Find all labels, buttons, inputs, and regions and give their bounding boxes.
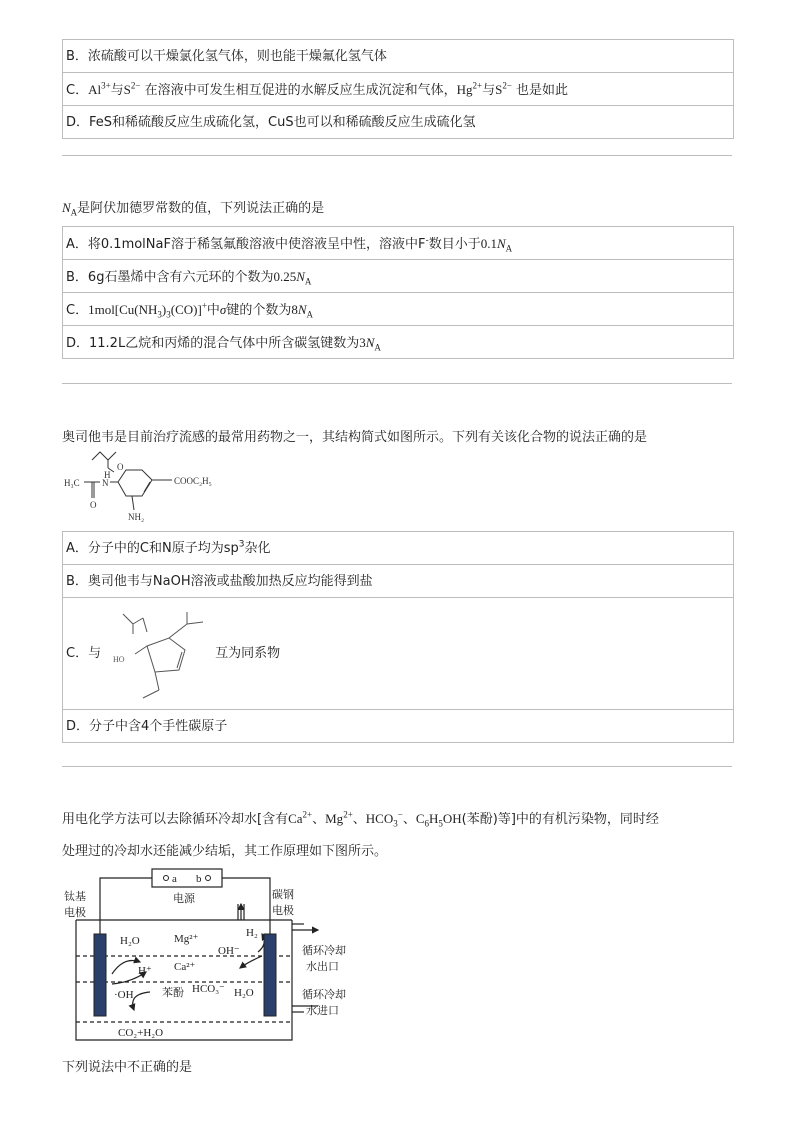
q1-option-d[interactable]: D．FeS和稀硫酸反应生成硫化氢，CuS也可以和稀硫酸反应生成硫化氢 xyxy=(63,106,733,139)
outlet-label-1: 循环冷却 xyxy=(302,945,346,957)
q2-option-c[interactable]: C．$1mol[Cu(NH_3)_3(CO)]^+$中σ键的个数为$8N_A$ xyxy=(63,293,733,326)
q4-question: 下列说法中不正确的是 xyxy=(62,1060,193,1075)
oh-minus-label: OH⁻ xyxy=(218,945,240,957)
power-source-label: 电源 xyxy=(173,893,195,905)
q1-option-c[interactable]: C．$Al^{3+}$与$S^{2-}$ 在溶液中可发生相互促进的水解反应生成沉淀和气体，$Hg^{2+}$与$S^{2-}$ 也是如此 xyxy=(63,73,733,106)
q4-stem-line1: 用电化学方法可以去除循环冷却水[含有$Ca^{2+}$、$Mg^{2+}$、$HCO_3^-$、$C_6H_5OH$(苯酚)等]中的有机污染物，同时经 xyxy=(62,809,659,829)
h2-label: H₂ xyxy=(246,927,258,939)
struct-label-o: O xyxy=(117,462,124,472)
steel-electrode-label-1: 碳钢 xyxy=(272,889,294,901)
power-b-label: b xyxy=(196,873,202,885)
struct-label-nh2: NH₂ xyxy=(128,512,145,522)
q2-option-a[interactable]: A．将0.1molNaF溶于稀氢氟酸溶液中使溶液呈中性，溶液中F-数目小于$0.1N_A$ xyxy=(63,227,733,260)
ti-electrode-label-2: 电极 xyxy=(64,907,86,919)
divider-2 xyxy=(62,383,732,384)
struct-label-cooc2h5: COOC₂H₅ xyxy=(174,476,212,486)
electrolysis-diagram xyxy=(62,864,362,1050)
q3-option-a[interactable]: A．分子中的C和N原子均为$sp^3$杂化 xyxy=(63,532,733,565)
q3-option-b[interactable]: B．奥司他韦与NaOH溶液或盐酸加热反应均能得到盐 xyxy=(63,565,733,598)
struct-label-h3c: H₃C xyxy=(64,478,80,488)
inlet-label-1: 循环冷却 xyxy=(302,989,346,1001)
q1-option-b[interactable]: B．浓硫酸可以干燥氯化氢气体，则也能干燥氟化氢气体 xyxy=(63,40,733,73)
oseltamivir-structure-figure xyxy=(62,448,242,524)
q3-stem: 奥司他韦是目前治疗流感的最常用药物之一，其结构简式如图所示。下列有关该化合物的说法正确的是 xyxy=(62,430,648,445)
carbon-steel-electrode xyxy=(264,934,276,1016)
co2-h2o-label: CO₂+H₂O xyxy=(118,1027,164,1039)
outlet-label-2: 水出口 xyxy=(306,961,339,973)
struct-label-carbonyl-o: O xyxy=(90,500,97,510)
phenol-label: 苯酚 xyxy=(162,987,184,999)
inlet-label-2: 水进口 xyxy=(306,1005,339,1017)
struct-label-h: H xyxy=(104,470,111,480)
q2-options xyxy=(62,226,734,359)
titanium-electrode xyxy=(94,934,106,1016)
q2-option-d[interactable]: D．11.2L乙烷和丙烯的混合气体中所含碳氢键数为$3N_A$ xyxy=(63,326,733,359)
divider-1 xyxy=(62,155,732,156)
divider-3 xyxy=(62,766,732,767)
q2-option-b[interactable]: B．6g石墨烯中含有六元环的个数为$0.25N_A$ xyxy=(63,260,733,293)
ti-electrode-label-1: 钛基 xyxy=(64,891,86,903)
h2o-left-label: H₂O xyxy=(120,935,140,947)
ca2-label: Ca²⁺ xyxy=(174,961,196,973)
steel-electrode-label-2: 电极 xyxy=(272,905,294,917)
h-plus-label: H⁺ xyxy=(138,965,152,977)
q4-stem-line2: 处理过的冷却水还能减少结垢，其工作原理如下图所示。 xyxy=(62,844,388,859)
mg2-label: Mg²⁺ xyxy=(174,933,199,945)
struct-label-n: N xyxy=(102,478,109,488)
q3-option-c[interactable]: C．与 互为同系物 HO xyxy=(63,598,733,710)
q3-options xyxy=(62,531,734,743)
option-c-structure-figure xyxy=(103,602,213,706)
power-a-label: a xyxy=(172,873,177,885)
q2-stem: $N_A$是阿伏加德罗常数的值，下列说法正确的是 xyxy=(62,200,325,218)
option-c-label-ho: HO xyxy=(113,655,125,664)
h2o-right-label: H₂O xyxy=(234,987,254,999)
hco3-label: HCO₃⁻ xyxy=(192,983,225,995)
oh-radical-label: ·OH xyxy=(114,989,134,1001)
q1-options xyxy=(62,39,734,139)
q3-option-d[interactable]: D．分子中含4个手性碳原子 xyxy=(63,710,733,743)
